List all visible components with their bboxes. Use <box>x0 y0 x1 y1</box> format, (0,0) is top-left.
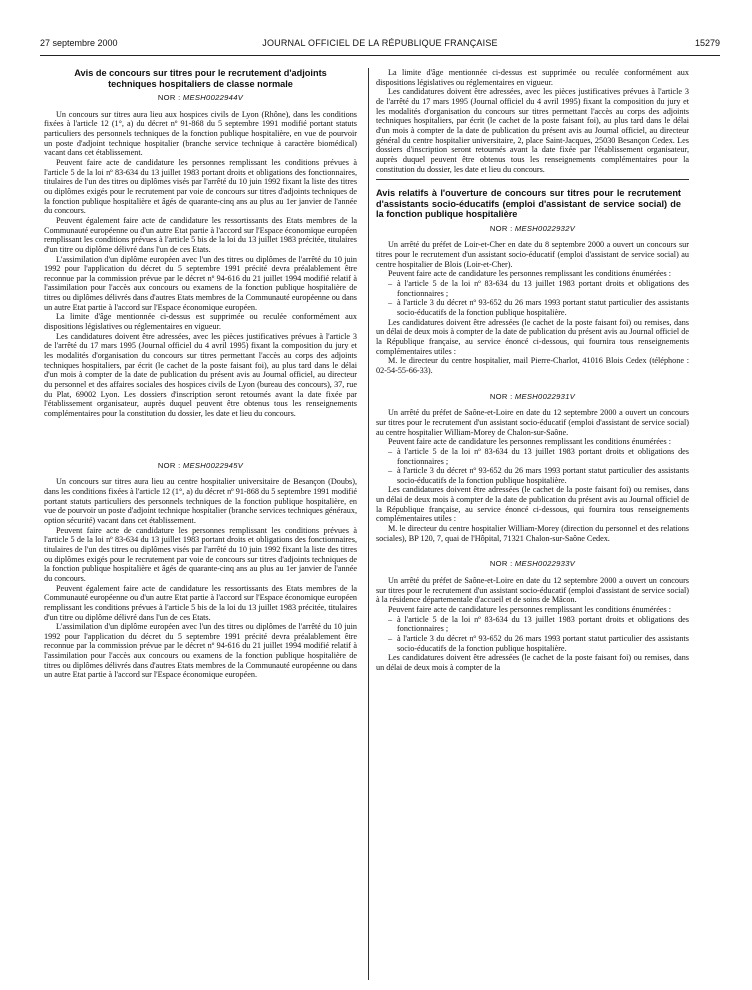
paragraph: Un arrêté du préfet de Saône-et-Loire en date du 12 septembre 2000 a ouvert un concours sur titres pour le recrutement d'un assistant socio-éducatif (emploi d'assistant de service social) au centre hospitalier William-Morey de Chalon-sur-Saône. <box>376 408 689 437</box>
right-column <box>376 68 689 984</box>
nor-code: MESH0022944V <box>182 93 244 102</box>
paragraph: Un arrêté du préfet de Loir-et-Cher en date du 8 septembre 2000 a ouvert un concours sur titres pour le recrutement d'un assistant socio-éducatif (emploi d'assistant de service social) au centre hospitalier de Blois (Loir-et-Cher). <box>376 240 689 269</box>
paragraph: Les candidatures doivent être adressées (le cachet de la poste faisant foi) ou remises, dans un délai de deux mois à compter de la date de publication du présent avis au Journal officiel de la République française, au service énoncé ci-dessous, qui fournira tous renseignements complémentaires utiles : <box>376 485 689 524</box>
paragraph: Peuvent faire acte de candidature les personnes remplissant les conditions prévues à l'article 5 de la loi nº 83-634 du 13 juillet 1983 portant droits et obligations des fonctionnaires, titulaires de l'un des titres ou diplômes visés par l'arrêté du 10 juin 1992 fixant la liste des titres ou diplômes exigés pour le recrutement par voie de concours sur titres d'adjoints techniques de la fonction publique hospitalière et âgés de quarante-cinq ans au plus au 1er janvier de l'année du concours. <box>44 525 357 583</box>
nor-code: MESH0022931V <box>514 391 576 401</box>
paragraph: M. le directeur du centre hospitalier, mail Pierre-Charlot, 41016 Blois Cedex (téléphone : 02-54-55-66-33). <box>376 356 689 375</box>
conditions-list <box>376 279 689 318</box>
issue-date: 27 septembre 2000 <box>40 38 118 48</box>
paragraph: Peuvent également faire acte de candidature les ressortissants des Etats membres de la Communauté européenne ou d'un autre Etat partie à l'accord sur l'Espace économique européen remplissant les conditions prévues à l'article 5 bis de la loi du 13 juillet 1983 précitée, titulaires d'un titre ou diplôme délivré dans l'un de ces Etats. <box>44 583 357 622</box>
section-title: Avis relatifs à l'ouverture de concours sur titres pour le recrutement d'assistants socio-éducatifs (emploi d'assistant de service social) de la fonction publique hospitalière <box>376 188 681 220</box>
paragraph: Un concours sur titres aura lieu au centre hospitalier universitaire de Besançon (Doubs), dans les conditions fixées à l'article 12 (1°, a) du décret nº 91-868 du 5 septembre 1991 modifié portant statuts particuliers des personnels techniques de la fonction publique hospitalière, en vue de pourvoir un poste d'adjoint technique hospitalier (branche services techniques généraux, option sécurité) vacant dans cet établissement. <box>44 477 357 525</box>
nor-code: MESH0022933V <box>514 559 576 569</box>
nor-prefix: NOR : <box>489 391 513 401</box>
nor-prefix: NOR : <box>489 559 513 569</box>
list-item: – à l'article 3 du décret nº 93-652 du 26 mars 1993 portant statut particulier des assistants socio-éducatifs de la fonction publique hospitalière. <box>388 466 689 485</box>
paragraph: M. le directeur du centre hospitalier William-Morey (direction du personnel et des relations sociales), BP 120, 7, quai de l'Hôpital, 71321 Chalon-sur-Saône Cedex. <box>376 524 689 543</box>
list-item: – à l'article 5 de la loi nº 83-634 du 13 juillet 1983 portant droits et obligations des fonctionnaires ; <box>388 447 689 466</box>
page-header <box>40 38 720 54</box>
notice-title: Avis de concours sur titres pour le recrutement d'adjoints techniques hospitaliers de classe normale <box>74 68 327 89</box>
paragraph: Les candidatures doivent être adressées, avec les pièces justificatives prévues à l'article 3 de l'arrêté du 17 mars 1995 (Journal officiel du 4 avril 1995) fixant la composition du jury et les modalités d'organisation du concours sur titres permettant l'accès au corps des adjoints techniques hospitaliers, par écrit (le cachet de la poste faisant foi), au plus tard dans le délai d'un mois à compter de la date de publication du présent avis au Journal officiel, au directeur général du centre hospitalier universitaire, 2, place Saint-Jacques, 25030 Besançon Cedex. Les dossiers d'inscription seront retournés avant la date fixée par l'établissement organisateur, auprès duquel peuvent être obtenus tous les renseignements complémentaires pour la constitution du dossier, les date et lieu du concours. <box>376 87 689 174</box>
conditions-list <box>376 447 689 486</box>
column-divider <box>368 68 369 980</box>
paragraph: Peuvent faire acte de candidature les personnes remplissant les conditions énumérées : <box>388 269 672 279</box>
nor-reference <box>376 392 689 402</box>
nor-reference <box>376 559 689 569</box>
nor-prefix: NOR : <box>157 460 181 470</box>
paragraph: La limite d'âge mentionnée ci-dessus est supprimée ou reculée conformément aux dispositions législatives ou réglementaires en vigueur. <box>44 312 357 332</box>
list-item: – à l'article 3 du décret nº 93-652 du 26 mars 1993 portant statut particulier des assistants socio-éducatifs de la fonction publique hospitalière. <box>388 298 689 317</box>
nor-code: MESH0022945V <box>182 460 244 470</box>
paragraph: Les candidatures doivent être adressées (le cachet de la poste faisant foi) ou remises, dans un délai de deux mois à compter de la date de publication du présent avis au Journal officiel de la République française, au service énoncé ci-dessous, qui fournira tous renseignements complémentaires utiles : <box>376 317 689 356</box>
paragraph: L'assimilation d'un diplôme européen avec l'un des titres ou diplômes de l'arrêté du 10 juin 1992 pour l'application du décret du 5 septembre 1991 précité devra préalablement être reconnue par la commission prévue par le décret nº 94-616 du 21 juillet 1994 modifié relatif à l'assimilation pour l'accès aux concours ou examens de la fonction publique hospitalière de titres ou diplômes délivrés dans d'autres Etats membres de la Communauté européenne ou dans un autre Etat partie à l'accord sur l'Espace économique européen. <box>44 622 357 680</box>
paragraph: Les candidatures doivent être adressées, avec les pièces justificatives prévues à l'article 3 de l'arrêté du 17 mars 1995 (Journal officiel du 4 avril 1995) fixant la composition du jury et les modalités d'organisation du concours sur titres permettant l'accès au corps des adjoints techniques hospitaliers, par écrit (le cachet de la poste faisant foi), au plus tard dans le délai d'un mois à compter de la date de publication du présent avis au Journal officiel, au directeur du personnel et des affaires sociales des hospices civils de Lyon (bureau des concours), 37, rue du Plat, 69002 Lyon. Les dossiers d'inscription seront retournés avant la date fixée par l'établissement organisateur, auprès duquel peuvent être obtenus tous les renseignements complémentaires pour la constitution du dossier, les date et lieu du concours. <box>44 331 357 418</box>
nor-code: MESH0022932V <box>514 223 576 233</box>
page-number: 15279 <box>694 38 720 48</box>
paragraph: Un concours sur titres aura lieu aux hospices civils de Lyon (Rhône), dans les conditions fixées à l'article 12 (1°, a) du décret nº 91-868 du 5 septembre 1991 modifié portant statuts particuliers des personnels techniques de la fonction publique hospitalière, en vue de pourvoir un poste d'adjoint technique hospitalier (branche service technique à caractère biomédical) vacant dans cet établissement. <box>44 109 357 158</box>
section-spacer <box>44 419 357 459</box>
section-spacer <box>376 543 689 557</box>
header-rule <box>40 55 720 56</box>
paragraph: Les candidatures doivent être adressées (le cachet de la poste faisant foi) ou remises, dans un délai de deux mois à compter de la <box>376 653 689 672</box>
left-column <box>44 68 357 984</box>
paragraph: Peuvent faire acte de candidature les personnes remplissant les conditions prévues à l'article 5 de la loi nº 83-634 du 13 juillet 1983 portant droits et obligations des fonctionnaires, titulaires de l'un des titres ou diplômes visés par l'arrêté du 10 juin 1992 fixant la liste des titres ou diplômes exigés pour le recrutement par voie de concours sur titres d'adjoints techniques de la fonction publique hospitalière et âgés de quarante-cinq ans au plus au 1er janvier de l'année du concours. <box>44 157 357 216</box>
conditions-list <box>376 615 689 654</box>
list-item: – à l'article 3 du décret nº 93-652 du 26 mars 1993 portant statut particulier des assistants socio-éducatifs de la fonction publique hospitalière. <box>388 634 689 653</box>
nor-reference <box>376 224 689 234</box>
nor-prefix: NOR : <box>157 93 181 102</box>
paragraph: Peuvent faire acte de candidature les personnes remplissant les conditions énumérées : <box>388 605 672 615</box>
nor-reference <box>44 93 357 103</box>
paragraph: L'assimilation d'un diplôme européen avec l'un des titres ou diplômes de l'arrêté du 10 juin 1992 pour l'application du décret du 5 septembre 1991 précité devra préalablement être reconnue par la commission prévue par le décret nº 94-616 du 21 juillet 1994 modifié relatif à l'assimilation pour l'accès aux concours ou examens de la fonction publique hospitalière de titres ou diplômes délivrés dans d'autres Etats membres de la Communauté européenne ou dans un autre Etat partie à l'accord sur l'Espace économique européen. <box>44 254 357 312</box>
section-rule <box>376 179 689 180</box>
nor-reference <box>44 461 357 471</box>
journal-title: JOURNAL OFFICIEL DE LA RÉPUBLIQUE FRANÇAISE <box>262 38 498 48</box>
list-item: – à l'article 5 de la loi nº 83-634 du 13 juillet 1983 portant droits et obligations des fonctionnaires ; <box>388 615 689 634</box>
paragraph: Peuvent également faire acte de candidature les ressortissants des Etats membres de la Communauté européenne ou d'un autre Etat partie à l'accord sur l'Espace économique européen remplissant les conditions prévues à l'article 5 bis de la loi du 13 juillet 1983 précitée, titulaires d'un titre ou diplôme délivré dans l'un de ces Etats. <box>44 215 357 254</box>
paragraph: Un arrêté du préfet de Saône-et-Loire en date du 12 septembre 2000 a ouvert un concours sur titres pour le recrutement d'un assistant socio-éducatif (emploi d'assistant de service social) à la résidence départementale d'accueil et de soins de Mâcon. <box>376 576 689 605</box>
section-spacer <box>376 376 689 390</box>
paragraph: Peuvent faire acte de candidature les personnes remplissant les conditions énumérées : <box>388 437 672 447</box>
list-item: – à l'article 5 de la loi nº 83-634 du 13 juillet 1983 portant droits et obligations des fonctionnaires ; <box>388 279 689 298</box>
paragraph: La limite d'âge mentionnée ci-dessus est supprimée ou reculée conformément aux dispositions législatives ou réglementaires en vigueur. <box>376 68 689 87</box>
nor-prefix: NOR : <box>489 223 513 233</box>
